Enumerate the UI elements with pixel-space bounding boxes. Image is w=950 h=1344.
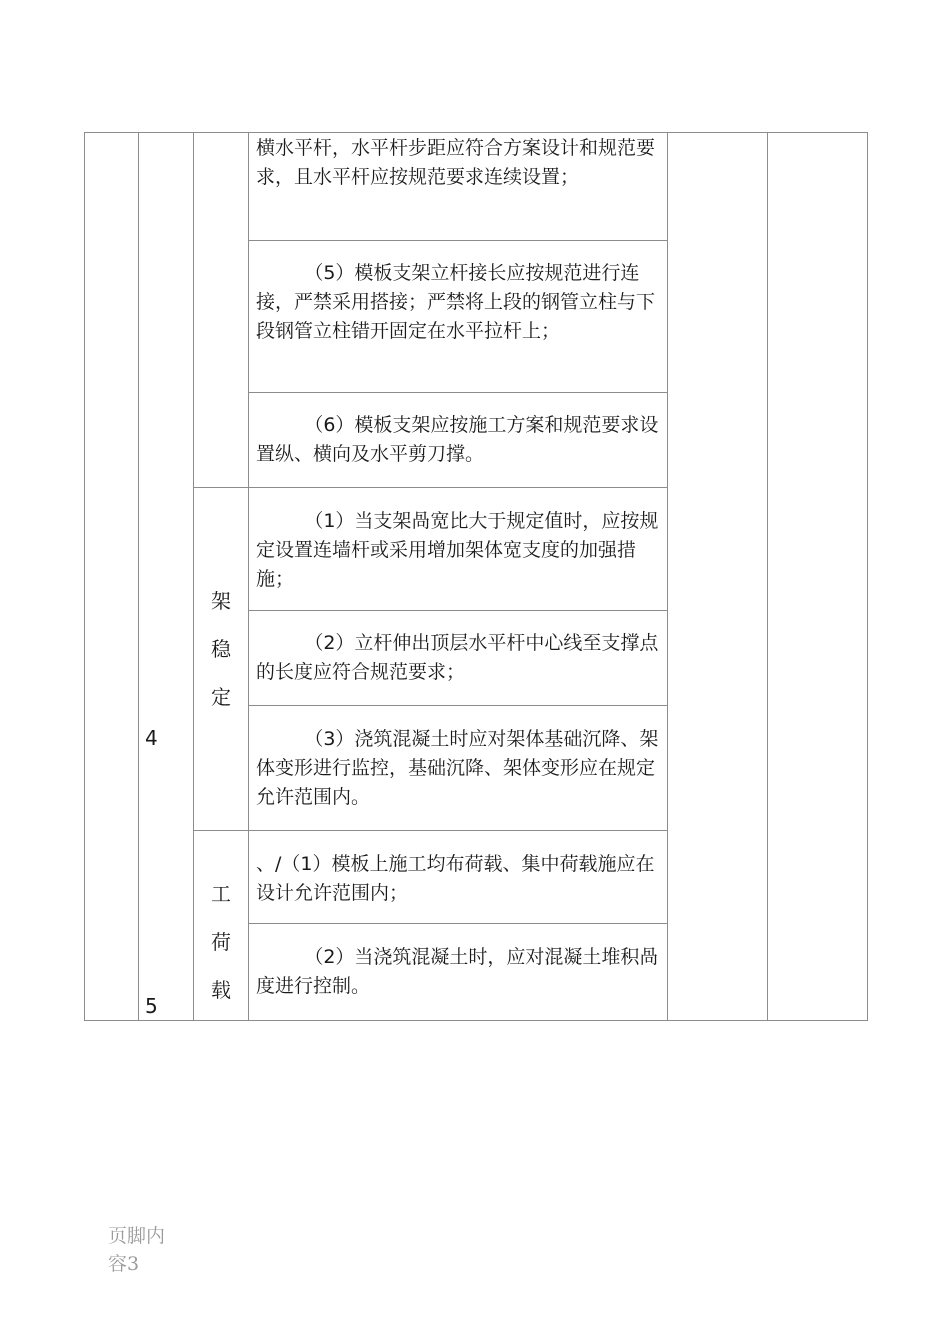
requirement-text: 横水平杆，水平杆步距应符合方案设计和规范要求，且水平杆应按规范要求连续设置； bbox=[256, 137, 656, 188]
requirement-text: （5）模板支架立杆接长应按规范进行连接，严禁采用搭接；严禁将上段的钢管立柱与下段钢管立柱错开固定在水平拉杆上； bbox=[256, 262, 656, 342]
category-stability: 架 稳 定 bbox=[211, 589, 231, 709]
table-border-right bbox=[867, 132, 868, 1021]
row-divider bbox=[193, 830, 668, 831]
item-number-5: 5 bbox=[145, 994, 158, 1018]
requirement-text: （6）模板支架应按施工方案和规范要求设置纵、横向及水平剪刀撑。 bbox=[256, 414, 659, 465]
page-footer: 页脚内容3 bbox=[108, 1225, 166, 1275]
row-divider bbox=[248, 923, 668, 924]
column-divider bbox=[767, 132, 768, 1021]
row-divider bbox=[248, 240, 668, 241]
requirement-text: （3）浇筑混凝土时应对架体基础沉降、架体变形进行监控，基础沉降、架体变形应在规定允许范围内。 bbox=[256, 728, 659, 808]
row-divider bbox=[248, 705, 668, 706]
requirement-text: 、/（1）模板上施工均布荷载、集中荷载施应在设计允许范围内； bbox=[256, 853, 655, 904]
requirement-text: （2）当浇筑混凝土时，应对混凝土堆积咼度进行控制。 bbox=[256, 946, 659, 997]
requirement-text: （1）当支架咼宽比大于规定值时，应按规定设置连墙杆或采用增加架体宽支度的加强措施； bbox=[256, 510, 659, 590]
column-divider bbox=[248, 132, 249, 1021]
inspection-table bbox=[84, 132, 868, 1021]
column-divider bbox=[138, 132, 139, 1021]
category-load: 工 荷 载 bbox=[211, 882, 231, 1002]
item-number-4: 4 bbox=[145, 726, 158, 750]
column-divider bbox=[667, 132, 668, 1021]
table-border-top bbox=[84, 132, 868, 133]
row-divider bbox=[248, 610, 668, 611]
row-divider bbox=[193, 487, 668, 488]
table-border-bottom bbox=[84, 1020, 868, 1021]
table-border-left bbox=[84, 132, 85, 1021]
row-divider bbox=[248, 392, 668, 393]
requirement-text: （2）立杆伸出顶层水平杆中心线至支撑点的长度应符合规范要求； bbox=[256, 632, 659, 683]
